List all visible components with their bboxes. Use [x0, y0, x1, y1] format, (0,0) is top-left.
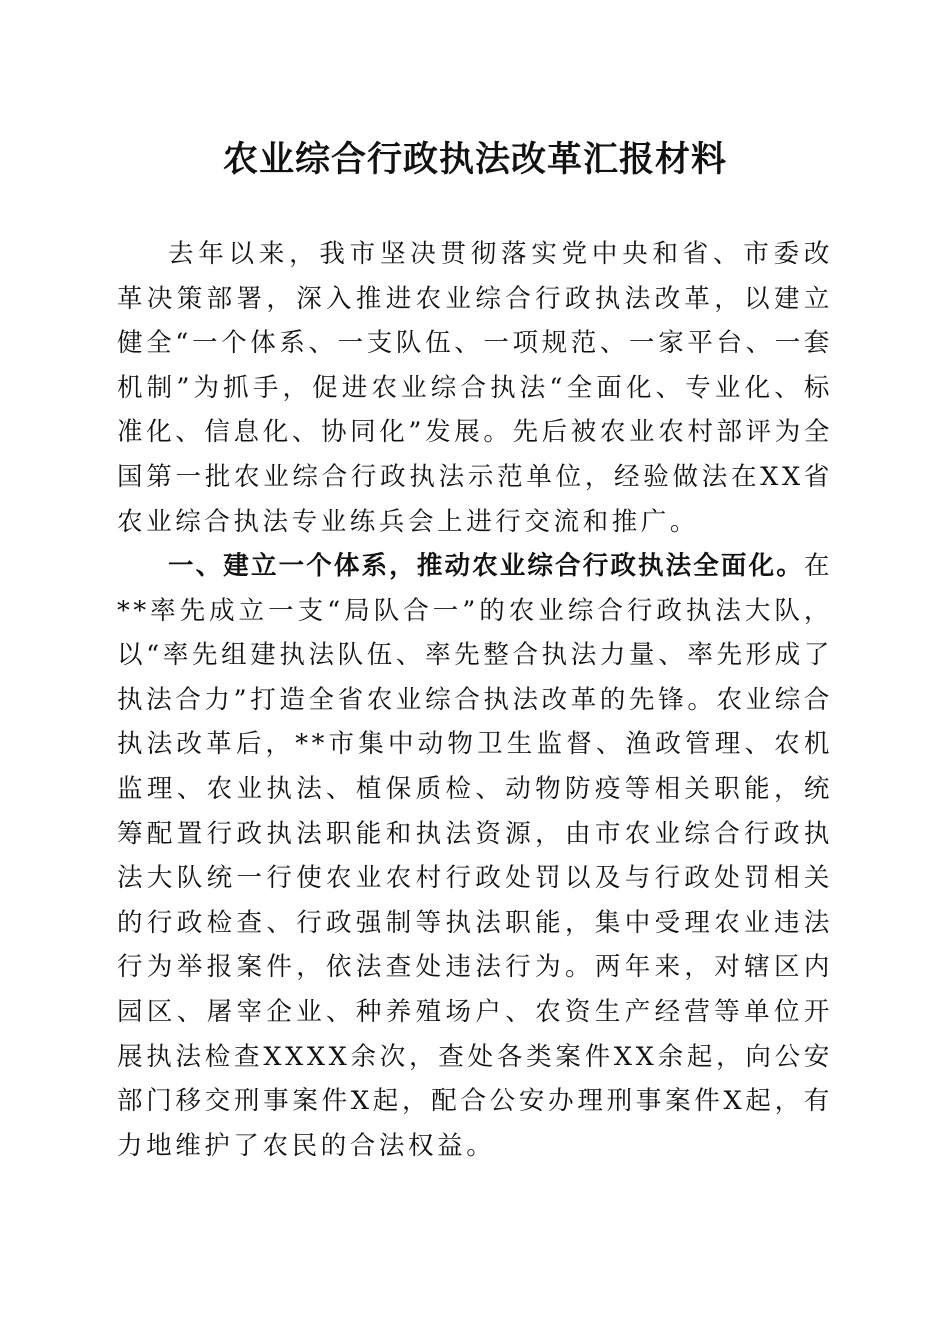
section-1-text: 在**率先成立一支“局队合一”的农业综合行政执法大队，以“率先组建执法队伍、率先整合执法力量、率先形成了执法合力”打造全省农业综合执法改革的先锋。农业综合执法改革后，**市集中动物卫生监督、渔政管理、农机监理、农业执法、植保质检、动物防疫等相关职能，统筹配置行政执法职能和执法资源，由市农业综合行政执法大队统一行使农业农村行政处罚以及与行政处罚相关的行政检查、行政强制等执法职能，集中受理农业违法行为举报案件，依法查处违法行为。两年来，对辖区内园区、屠宰企业、种养殖场户、农资生产经营等单位开展执法检查XXXX余次，查处各类案件XX余起，向公安部门移交刑事案件X起，配合公安办理刑事案件X起，有力地维护了农民的合法权益。	[117, 551, 833, 1161]
document-title: 农业综合行政执法改革汇报材料	[222, 139, 727, 180]
paragraph-intro	[117, 232, 833, 544]
paragraph-intro-text: 去年以来，我市坚决贯彻落实党中央和省、市委改革决策部署，深入推进农业综合行政执法改革，以建立健全“一个体系、一支队伍、一项规范、一家平台、一套机制”为抓手，促进农业综合执法“全面化、专业化、标准化、信息化、协同化”发展。先后被农业农村部评为全国第一批农业综合行政执法示范单位，经验做法在XX省农业综合执法专业练兵会上进行交流和推广。	[117, 239, 833, 537]
section-1-heading: 一、建立一个体系，推动农业综合行政执法全面化。	[168, 551, 804, 581]
paragraph-section-1	[117, 544, 833, 1168]
